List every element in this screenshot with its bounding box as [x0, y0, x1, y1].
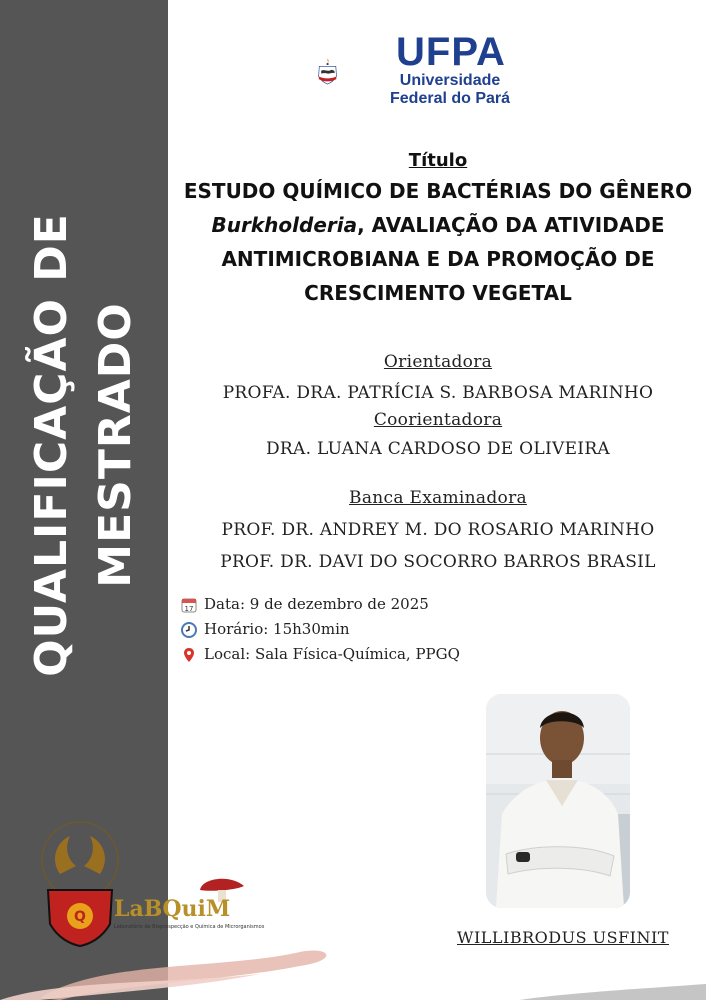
vertical-title-line-2: MESTRADO — [90, 302, 141, 588]
genus-name: Burkholderia — [211, 213, 358, 237]
title-heading: Título — [408, 150, 468, 171]
ufpa-acronym: UFPA — [396, 30, 506, 74]
title-section — [176, 148, 700, 310]
time-row — [180, 617, 460, 642]
co-advisor-heading: Coorientadora — [373, 410, 503, 430]
committee-heading: Banca Examinadora — [349, 488, 527, 508]
ufpa-name-line-2: Federal do Pará — [390, 90, 511, 107]
calendar-icon — [180, 596, 198, 614]
vertical-title-line-1: QUALIFICAÇÃO DE — [26, 213, 77, 677]
advisor-name: PROFA. DRA. PATRÍCIA S. BARBOSA MARINHO — [222, 383, 654, 403]
labquim-name: LaBQuiM — [114, 896, 231, 922]
title-line-2 — [176, 208, 700, 242]
clock-icon — [180, 621, 198, 639]
title-line-4: CRESCIMENTO VEGETAL — [304, 281, 572, 305]
committee-member: PROF. DR. DAVI DO SOCORRO BARROS BRASIL — [220, 552, 656, 572]
committee-section — [176, 482, 700, 578]
location-row — [180, 642, 460, 667]
title-line-1: ESTUDO QUÍMICO DE BACTÉRIAS DO GÊNERO — [183, 179, 693, 203]
committee-member: PROF. DR. ANDREY M. DO ROSARIO MARINHO — [221, 520, 655, 540]
candidate-name-text: WILLIBRODUS USFINIT — [457, 928, 669, 947]
labquim-caption: Laboratório de Bioprospecção e Química de Microrganismos — [114, 924, 265, 930]
time-text: Horário: 15h30min — [204, 620, 350, 638]
advisors-section — [176, 346, 700, 466]
date-row — [180, 592, 460, 617]
vertical-title — [20, 145, 148, 745]
candidate-portrait-icon — [486, 694, 630, 908]
svg-text:17: 17 — [184, 604, 194, 613]
event-details — [180, 592, 460, 667]
candidate-photo — [486, 694, 630, 908]
date-text: Data: 9 de dezembro de 2025 — [204, 595, 429, 613]
ufpa-logo-text — [390, 30, 511, 108]
advisor-heading: Orientadora — [383, 352, 493, 372]
svg-text:Q: Q — [74, 909, 86, 925]
title-line-3: ANTIMICROBIANA E DA PROMOÇÃO DE — [221, 247, 655, 271]
title-line-2-rest: , AVALIAÇÃO DA ATIVIDADE — [357, 213, 665, 237]
brush-decoration — [0, 900, 706, 1000]
ufpa-name-line-1: Universidade — [399, 72, 501, 89]
co-advisor-name: DRA. LUANA CARDOSO DE OLIVEIRA — [265, 439, 610, 459]
ufpa-emblem-icon — [318, 28, 388, 116]
location-text: Local: Sala Física-Química, PPGQ — [204, 645, 460, 663]
pin-icon — [180, 646, 198, 664]
